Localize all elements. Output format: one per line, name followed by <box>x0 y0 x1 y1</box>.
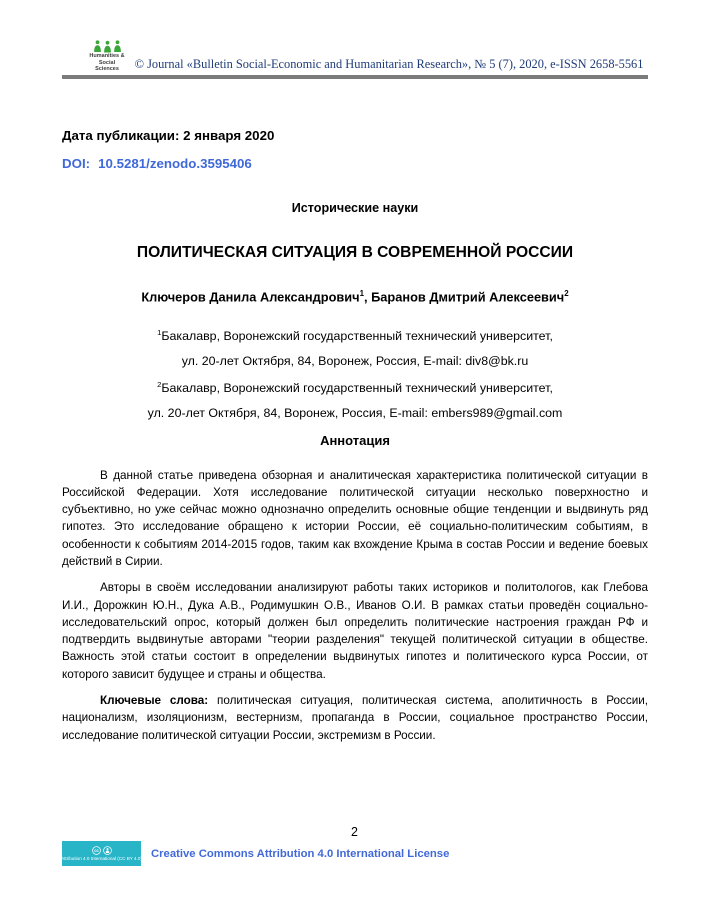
publication-date-value: 2 января 2020 <box>183 128 275 143</box>
publication-date <box>62 127 648 145</box>
affiliation-mark: 2 <box>157 380 162 390</box>
affiliation-mark: 1 <box>157 328 162 338</box>
author-1-affil-mark: 1 <box>359 289 364 298</box>
affiliation-line <box>62 401 648 426</box>
author-2-name: Баранов Дмитрий Алексеевич <box>371 289 565 305</box>
author-2-affil-mark: 2 <box>564 289 569 298</box>
header-divider <box>62 75 648 79</box>
affiliation-line <box>62 321 648 349</box>
affiliation-line <box>62 373 648 401</box>
cc-by-icons <box>92 846 112 856</box>
affiliation-text: ул. 20-лет Октября, 84, Воронеж, Россия, E-mail: div8@bk.ru <box>181 353 529 368</box>
keywords-label: Ключевые слова: <box>100 694 209 708</box>
page-header <box>62 40 648 79</box>
publication-date-label: Дата публикации: <box>62 128 180 143</box>
keywords-text: политическая ситуация, политическая система, аполитичность в России, национализм, изоляционизм, вестернизм, пропаганда в России, социальное пространство России, исследование политической ситуации России, экстремизм в России. <box>62 694 649 742</box>
license-row <box>62 841 449 866</box>
logo-text-line1: Humanities & Social <box>89 53 125 66</box>
authors-line <box>62 284 648 307</box>
cc-license-link[interactable]: Creative Commons Attribution 4.0 International License <box>151 847 450 860</box>
article-content <box>62 127 648 744</box>
keywords-paragraph <box>62 692 648 744</box>
affiliation-text: Бакалавр, Воронежский государственный технический университет, <box>161 329 553 344</box>
affiliations-block <box>62 321 648 425</box>
affiliation-text: ул. 20-лет Октября, 84, Воронеж, Россия, E-mail: embers989@gmail.com <box>147 406 563 421</box>
article-title: ПОЛИТИЧЕСКАЯ СИТУАЦИЯ В СОВРЕМЕННОЙ РОССИИ <box>136 244 574 261</box>
svg-text:cc: cc <box>93 848 99 854</box>
page-number: 2 <box>351 825 358 839</box>
doi-line <box>62 155 648 173</box>
abstract-paragraph-2: Авторы в своём исследовании анализируют работы таких историков и политологов, как Глебова И.И., Дорожкин Ю.Н., Дука А.В., Родимушкин О.В., Иванов О.И. В рамках статьи проведён социально-исследовательский опрос, который должен был определить политические настроения граждан РФ и подтвердить выдвинутые авторами "теории разделения" текущей политической ситуации в обществе. Важность этой статьи состоит в определении выдвинутых гипотез и политического курса России, от которого зависит будущее и страны и общества. <box>62 581 648 681</box>
abstract-heading: Аннотация <box>320 432 390 448</box>
author-1-name: Ключеров Данила Александрович <box>141 289 360 305</box>
authors-separator: , <box>363 289 372 305</box>
cc-badge-caption: Attribution 4.0 International (CC BY 4.0) <box>61 855 142 861</box>
affiliation-line <box>62 349 648 374</box>
logo-text-line2: Sciences <box>95 66 119 72</box>
doi-link[interactable]: 10.5281/zenodo.3595406 <box>98 156 252 171</box>
people-group-icon <box>84 40 130 53</box>
abstract-paragraph-1: В данной статье приведена обзорная и аналитическая характеристика политической ситуации в Российской Федерации. Хотя исследование политической ситуации несколько поверхностно и субъективно, но уже сейчас можно однозначно определить основные общие тенденции и выдвинуть ряд гипотез. Это исследование обращено к истории России, её социально-политическим событиям, в особенности к событиям 2014-2015 годов, таким как вхождение Крыма в состав России и ведение боевых действий в Сирии. <box>62 468 648 568</box>
affiliation-text: Бакалавр, Воронежский государственный технический университет, <box>161 381 553 396</box>
section-heading: Исторические науки <box>291 201 419 215</box>
journal-header-line: © Journal «Bulletin Social-Economic and Humanitarian Research», № 5 (7), 2020, e-ISSN 2658-5561 <box>134 56 644 71</box>
cc-by-badge[interactable] <box>62 841 141 866</box>
journal-logo <box>84 40 130 73</box>
doi-label: DOI: <box>62 156 91 171</box>
